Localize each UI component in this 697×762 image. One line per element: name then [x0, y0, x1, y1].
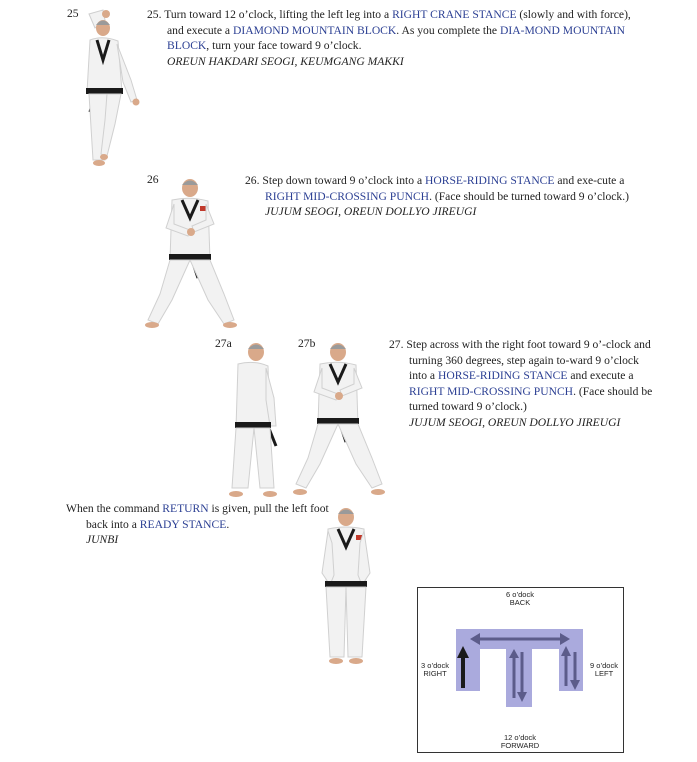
- figure-ready-stance: [318, 503, 374, 667]
- term-horse-riding-stance: HORSE-RIDING STANCE: [425, 174, 555, 187]
- diagram-shape: [418, 588, 623, 752]
- step-26-text: 26. Step down toward 9 o’clock into a HORSE-RIDING STANCE and exe-cute a RIGHT MID-CROSSING PUNCH. (Face should be turned toward 9 o’clock.) JUJUM SEOGI, OREUN DOLLYO JIREUGI: [245, 174, 629, 219]
- return-korean: JUNBI: [86, 533, 119, 547]
- figure-label-25: 25: [67, 7, 79, 20]
- diagram-label-back: 6 o’dock BACK: [506, 590, 534, 607]
- term-diamond-mountain-block: DIAMOND MOUNTAIN BLOCK: [232, 23, 397, 37]
- direction-diagram: [417, 587, 624, 753]
- term-right-mid-crossing-punch-27: RIGHT MID-CROSSING PUNCH: [409, 384, 574, 398]
- figure-27b-horse-riding-stance: [292, 338, 388, 502]
- step-26-korean: JUJUM SEOGI, OREUN DOLLYO JIREUGI: [265, 205, 477, 219]
- step-25-korean: OREUN HAKDARI SEOGI, KEUMGANG MAKKI: [167, 54, 404, 68]
- term-right-crane-stance: RIGHT CRANE STANCE: [392, 8, 517, 21]
- term-return: RETURN: [162, 502, 209, 515]
- diagram-label-left: 9 o’dock LEFT: [590, 661, 618, 678]
- figure-label-26: 26: [147, 173, 159, 186]
- step-27-number: 27.: [389, 338, 404, 351]
- figure-26-horse-riding-stance: [144, 174, 240, 334]
- step-26-number: 26.: [245, 174, 260, 187]
- step-27-korean: JUJUM SEOGI, OREUN DOLLYO JIREUGI: [409, 415, 621, 429]
- diagram-label-forward: 12 o’dock FORWARD: [500, 733, 540, 750]
- step-25-text: 25. Turn toward 12 o’clock, lifting the left leg into a RIGHT CRANE STANCE (slowly and with force), and execute a DIAMOND MOUNTAIN BLOCK. As you complete the DIA-MOND MOUNTAIN BLOCK, turn your face toward 9 o’clock. OREUN HAKDARI SEOGI, KEUMGANG MAKKI: [147, 8, 631, 68]
- figure-27a-turning: [218, 338, 284, 502]
- figure-25-crane-stance: [73, 8, 145, 168]
- step-27-text: 27. Step across with the right foot toward 9 o’-clock and turning 360 degrees, step again to-ward 9 o’clock into a HORSE-RIDING STANCE and execute a RIGHT MID-CROSSING PUNCH. (Face should be turned toward 9 o’clock.) JUJUM SEOGI, OREUN DOLLYO JIREUGI: [389, 338, 653, 429]
- figure-label-27b: 27b: [298, 337, 316, 350]
- term-diamond-mountain-block-2: DIA-MOND MOUNTAIN BLOCK: [167, 23, 625, 53]
- term-right-mid-crossing-punch: RIGHT MID-CROSSING PUNCH: [265, 189, 430, 203]
- step-25-number: 25.: [147, 8, 162, 21]
- return-text: When the command RETURN is given, pull the left foot back into a READY STANCE. JUNBI: [66, 502, 329, 547]
- term-horse-riding-stance-27: HORSE-RIDING STANCE: [437, 369, 568, 383]
- diagram-label-right: 3 o’dock RIGHT: [421, 661, 449, 678]
- term-ready-stance: READY STANCE: [139, 517, 227, 531]
- figure-label-27a: 27a: [215, 337, 232, 350]
